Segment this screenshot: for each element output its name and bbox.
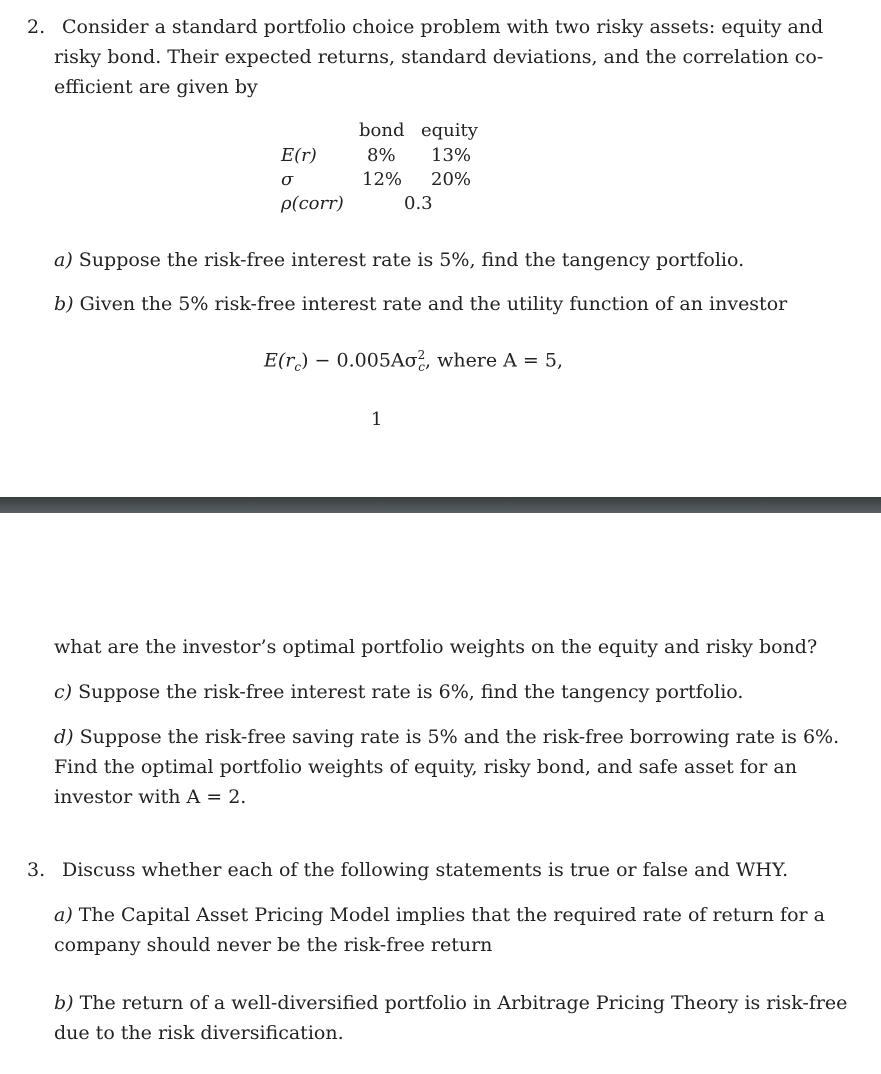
q2-part-d-line2: Find the optimal portfolio weights of equity, risky bond, and safe asset for an	[54, 756, 797, 778]
q3-number: 3.	[27, 859, 46, 881]
q3-part-a-line1	[54, 904, 825, 926]
q2-part-b-text: Given the 5% risk-free interest rate and the utility function of an investor	[79, 293, 788, 315]
table-row-er-equity: 13%	[431, 145, 472, 166]
q2-part-b-continued: what are the investor’s optimal portfolio weights on the equity and risky bond?	[54, 636, 818, 658]
table-row-rho-value: 0.3	[404, 193, 433, 214]
q2-part-a-label: a)	[54, 249, 73, 271]
page-divider	[0, 497, 881, 513]
q3-part-b-line2: due to the risk diversification.	[54, 1022, 344, 1044]
page-number: 1	[371, 409, 383, 430]
q2-part-d-text: Suppose the risk-free saving rate is 5% and the risk-free borrowing rate is 6%.	[79, 726, 840, 748]
q2-part-b-label: b)	[54, 293, 74, 315]
table-row-sigma-label: σ	[281, 169, 294, 190]
q2-part-c-text: Suppose the risk-free interest rate is 6%, find the tangency portfolio.	[78, 681, 744, 703]
table-row-rho-label: ρ(corr)	[281, 193, 344, 214]
q2-part-d-line1	[54, 726, 839, 748]
q2-part-a-text: Suppose the risk-free interest rate is 5%, find the tangency portfolio.	[78, 249, 745, 271]
q2-part-b	[54, 293, 787, 315]
table-row-sigma-equity: 20%	[431, 169, 472, 190]
q2-part-c	[54, 681, 743, 703]
q3-part-a-label: a)	[54, 904, 73, 926]
q3-intro: Discuss whether each of the following statements is true or false and WHY.	[62, 859, 789, 881]
q2-intro-line2: risky bond. Their expected returns, standard deviations, and the correlation co-	[54, 46, 824, 68]
q3-part-b-text: The return of a well-diversified portfolio in Arbitrage Pricing Theory is risk-free	[79, 992, 848, 1014]
q2-intro-line3: efficient are given by	[54, 76, 258, 98]
utility-formula: $E(r_c) - 0.005A\sigma^2_c$, where A = 5,	[264, 348, 564, 375]
table-row-er-label: E(r)	[281, 145, 317, 166]
q3-part-b-label: b)	[54, 992, 74, 1014]
table-col-equity: equity	[421, 120, 478, 141]
table-row-sigma-bond: 12%	[362, 169, 403, 190]
q3-part-a-text: The Capital Asset Pricing Model implies that the required rate of return for a	[78, 904, 825, 926]
table-col-bond: bond	[359, 120, 405, 141]
q2-number: 2.	[27, 16, 46, 38]
table-row-er-bond: 8%	[367, 145, 396, 166]
q2-intro-line1: Consider a standard portfolio choice problem with two risky assets: equity and	[62, 16, 824, 38]
q2-part-c-label: c)	[54, 681, 73, 703]
q3-part-a-line2: company should never be the risk-free return	[54, 934, 493, 956]
q3-part-b-line1	[54, 992, 847, 1014]
q2-part-d-line3: investor with A = 2.	[54, 786, 247, 808]
q2-part-a	[54, 249, 744, 271]
q2-part-d-label: d)	[54, 726, 74, 748]
